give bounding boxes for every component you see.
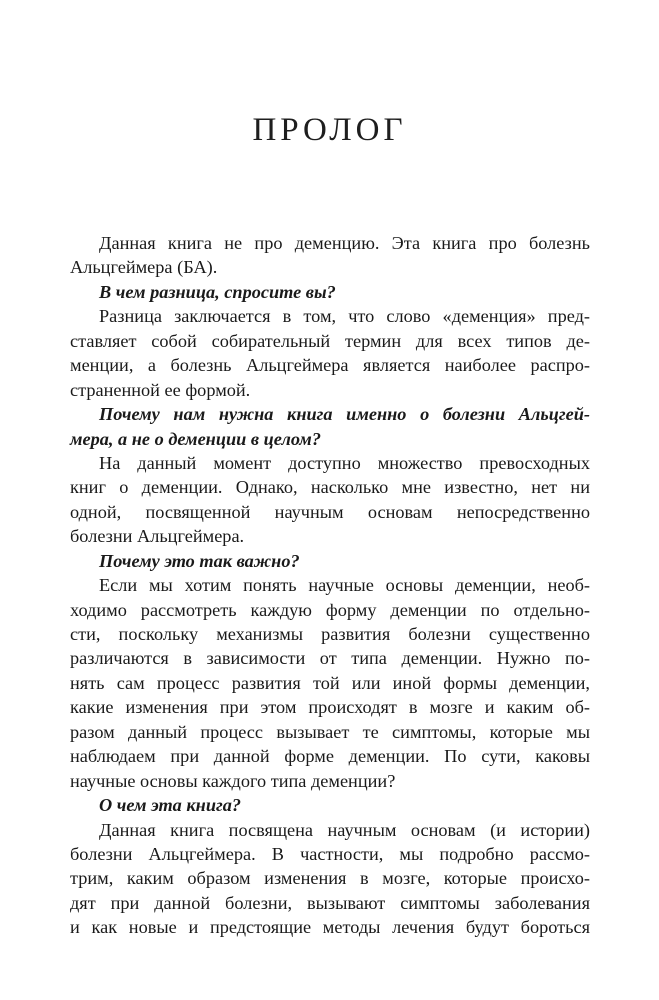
text-line: книг о деменции. Однако, насколько мне известно, нет ни (70, 477, 590, 498)
text-line: болезни Альцгеймера. В частности, мы подробно рассмо- (70, 843, 590, 864)
question-line: В чем разница, спросите вы? (99, 281, 336, 302)
text-line: одной, посвященной научным основам непосредственно (70, 501, 590, 522)
text-line: На данный момент доступно множество превосходных (99, 452, 590, 473)
text-line: страненной ее формой. (70, 379, 251, 400)
text-line: менции, а болезнь Альцгеймера является наиболее распро- (70, 355, 590, 376)
text-line: Если мы хотим понять научные основы деменции, необ- (99, 575, 590, 596)
question-line: мера, а не о деменции в целом? (70, 428, 321, 449)
text-line: и как новые и предстоящие методы лечения будут бороться (70, 917, 590, 938)
text-line: трим, каким образом изменения в мозге, которые происхо- (70, 868, 590, 889)
text-line: разом данный процесс вызывает те симптомы, которые мы (70, 721, 590, 742)
text-line: дят при данной болезни, вызывают симптомы заболевания (70, 892, 590, 913)
text-line: сти, поскольку механизмы развития болезни существенно (70, 624, 590, 644)
text-line: нять сам процесс развития той или иной формы деменции, (70, 672, 590, 693)
text-line: ходимо рассмотреть каждую форму деменции по отдельно- (70, 599, 590, 620)
text-line: Разница заключается в том, что слово «деменция» пред- (99, 306, 590, 327)
question-line: Почему это так важно? (99, 550, 300, 571)
question-line: О чем эта книга? (99, 795, 242, 816)
text-line: научные основы каждого типа деменции? (70, 770, 396, 791)
prologue-text (70, 231, 590, 940)
text-line: Данная книга посвящена научным основам (и истории) (99, 819, 590, 840)
chapter-title: ПРОЛОГ (252, 112, 407, 148)
text-line: какие изменения при этом происходят в мозге и каким об- (70, 697, 590, 718)
text-line: наблюдаем при данной форме деменции. По сути, каковы (70, 746, 590, 767)
text-line: болезни Альцгеймера. (70, 526, 245, 547)
question-line: Почему нам нужна книга именно о болезни Альцгей- (99, 404, 590, 425)
text-line: Альцгеймера (БА). (70, 257, 218, 278)
text-line: ставляет собой собирательный термин для всех типов де- (70, 330, 590, 351)
text-line: Данная книга не про деменцию. Эта книга про болезнь (99, 233, 590, 253)
text-line: различаются в зависимости от типа деменции. Нужно по- (70, 648, 590, 669)
